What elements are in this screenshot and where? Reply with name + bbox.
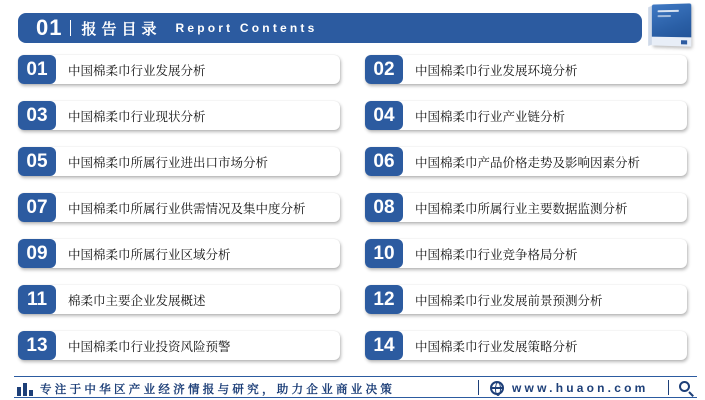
toc-item[interactable] bbox=[18, 239, 340, 268]
footer-url[interactable]: www.huaon.com bbox=[512, 381, 649, 395]
footer-tagline: 专注于中华区产业经济情报与研究，助力企业商业决策 bbox=[40, 382, 396, 396]
toc-item-label: 中国棉柔巾行业现状分析 bbox=[68, 108, 206, 124]
toc-item-number: 12 bbox=[365, 285, 403, 314]
bar-logo-icon bbox=[17, 381, 37, 396]
toc-item-label: 中国棉柔巾产品价格走势及影响因素分析 bbox=[415, 154, 641, 170]
toc-item[interactable] bbox=[365, 55, 687, 84]
footer bbox=[0, 376, 705, 400]
section-title-en: Report Contents bbox=[175, 21, 318, 35]
toc-item-label: 中国棉柔巾所属行业区域分析 bbox=[68, 246, 231, 262]
search-icon[interactable] bbox=[679, 381, 690, 392]
toc-item[interactable] bbox=[18, 101, 340, 130]
toc-item-number: 07 bbox=[18, 193, 56, 222]
toc-item-number: 10 bbox=[365, 239, 403, 268]
footer-divider bbox=[668, 380, 669, 395]
toc-item-label: 中国棉柔巾行业产业链分析 bbox=[415, 108, 566, 124]
toc-item-number: 13 bbox=[18, 331, 56, 360]
toc-item-label: 棉柔巾主要企业发展概述 bbox=[68, 292, 206, 308]
toc-item-number: 03 bbox=[18, 101, 56, 130]
toc-item[interactable] bbox=[18, 285, 340, 314]
toc-item-number: 05 bbox=[18, 147, 56, 176]
footer-divider bbox=[478, 380, 479, 395]
toc-item[interactable] bbox=[365, 285, 687, 314]
toc-item-number: 01 bbox=[18, 55, 56, 84]
toc-item[interactable] bbox=[18, 55, 340, 84]
toc-item-number: 09 bbox=[18, 239, 56, 268]
footer-rule bbox=[14, 376, 697, 377]
toc-item[interactable] bbox=[365, 101, 687, 130]
globe-icon bbox=[490, 381, 504, 395]
section-number: 01 bbox=[36, 15, 63, 40]
toc-item[interactable] bbox=[18, 147, 340, 176]
toc-item[interactable] bbox=[365, 193, 687, 222]
report-cover-image bbox=[652, 3, 691, 46]
toc-item[interactable] bbox=[365, 331, 687, 360]
toc-item-label: 中国棉柔巾行业竞争格局分析 bbox=[415, 246, 578, 262]
toc-item-label: 中国棉柔巾行业发展前景预测分析 bbox=[415, 292, 603, 308]
toc-item-label: 中国棉柔巾行业发展环境分析 bbox=[415, 62, 578, 78]
toc-item[interactable] bbox=[365, 147, 687, 176]
footer-rule-bottom bbox=[14, 397, 697, 398]
toc-item-number: 06 bbox=[365, 147, 403, 176]
toc-item-label: 中国棉柔巾行业发展策略分析 bbox=[415, 338, 578, 354]
toc-item-label: 中国棉柔巾所属行业主要数据监测分析 bbox=[415, 200, 628, 216]
toc-item-label: 中国棉柔巾行业投资风险预警 bbox=[68, 338, 231, 354]
toc-item[interactable] bbox=[18, 193, 340, 222]
toc-item[interactable] bbox=[18, 331, 340, 360]
section-title-cn: 报告目录 bbox=[81, 19, 162, 38]
toc-item[interactable] bbox=[365, 239, 687, 268]
toc-item-label: 中国棉柔巾所属行业供需情况及集中度分析 bbox=[68, 200, 306, 216]
toc-item-number: 02 bbox=[365, 55, 403, 84]
toc-item-number: 04 bbox=[365, 101, 403, 130]
toc-item-number: 08 bbox=[365, 193, 403, 222]
toc-item-number: 14 bbox=[365, 331, 403, 360]
toc-item-label: 中国棉柔巾行业发展分析 bbox=[68, 62, 206, 78]
toc-item-number: 11 bbox=[18, 285, 56, 314]
section-header bbox=[18, 13, 642, 43]
header-divider bbox=[70, 20, 71, 36]
toc-item-label: 中国棉柔巾所属行业进出口市场分析 bbox=[68, 154, 269, 170]
